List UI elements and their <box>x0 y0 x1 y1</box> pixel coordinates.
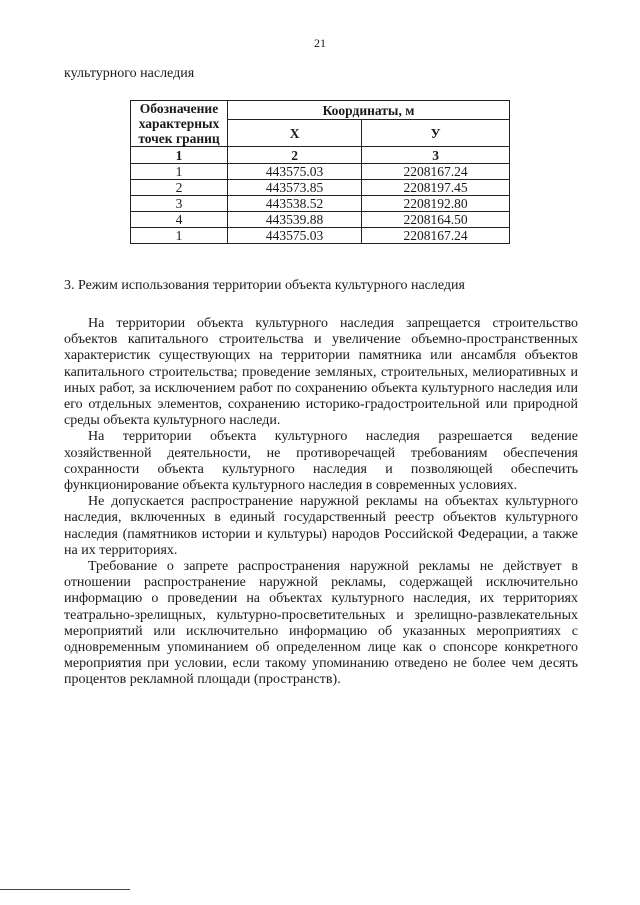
header-coordinates: Координаты, м <box>228 101 510 120</box>
x-cell: 443575.03 <box>228 228 362 244</box>
coordinates-table <box>130 100 510 244</box>
footnote-divider <box>0 889 130 890</box>
y-cell: 2208192.80 <box>362 196 510 212</box>
y-cell: 2208164.50 <box>362 212 510 228</box>
x-cell: 443573.85 <box>228 180 362 196</box>
header-y: У <box>362 120 510 147</box>
paragraph-construction-ban: На территории объекта культурного наследия запрещается строительство объектов капитального строительства и увеличение объемно-пространственных характеристик существующих на территории памятника или ансамбля объектов капитального строительства; проведение земляных, строительных, мелиоративных и иных работ, за исключением работ по сохранению объекта культурного наследия или его отдельных элементов, сохранению историко-градостроительной или природной среды объекта культурного наследи. <box>64 316 578 429</box>
column-index-row <box>131 147 510 164</box>
table-row <box>131 164 510 180</box>
table-row <box>131 196 510 212</box>
point-cell: 4 <box>131 212 228 228</box>
header-designation: Обозначение характерных точек границ <box>131 101 228 147</box>
header-x: X <box>228 120 362 147</box>
paragraph-permitted-activity: На территории объекта культурного наследия разрешается ведение хозяйственной деятельности, не противоречащей требованиям обеспечения сохранности объекта культурного наследия и позволяющей обеспечить функционирование объекта культурного наследия в современных условиях. <box>64 429 578 494</box>
point-cell: 1 <box>131 164 228 180</box>
y-cell: 2208197.45 <box>362 180 510 196</box>
x-cell: 443539.88 <box>228 212 362 228</box>
paragraph-advertising-ban: Не допускается распространение наружной рекламы на объектах культурного наследия, включенных в единый государственный реестр объектов культурного наследия (памятников истории и культуры) народов Российской Федерации, а также на их территориях. <box>64 494 578 558</box>
section-body <box>64 316 578 689</box>
point-cell: 2 <box>131 180 228 196</box>
col-index-1: 1 <box>131 147 228 164</box>
col-index-3: 3 <box>362 147 510 164</box>
point-cell: 1 <box>131 228 228 244</box>
page-number: 21 <box>314 36 326 50</box>
point-cell: 3 <box>131 196 228 212</box>
section-heading: 3. Режим использования территории объекта культурного наследия <box>64 278 465 293</box>
table-header-row <box>131 101 510 120</box>
table-row <box>131 180 510 196</box>
table-row <box>131 212 510 228</box>
y-cell: 2208167.24 <box>362 228 510 244</box>
col-index-2: 2 <box>228 147 362 164</box>
table-row <box>131 228 510 244</box>
x-cell: 443538.52 <box>228 196 362 212</box>
lead-line: культурного наследия <box>64 66 195 81</box>
y-cell: 2208167.24 <box>362 164 510 180</box>
paragraph-advertising-exception: Требование о запрете распространения наружной рекламы не действует в отношении распространение наружной рекламы, содержащей исключительно информацию о проведении на объектах культурного наследия, их территориях театрально-зрелищных, культурно-просветительных и зрелищно-развлекательных мероприятий или исключительно информацию об указанных мероприятиях с одновременным упоминанием об определенном лице как о спонсоре конкретного мероприятия при условии, если такому упоминанию отведено не более чем десять процентов рекламной площади (пространств). <box>64 559 578 688</box>
x-cell: 443575.03 <box>228 164 362 180</box>
